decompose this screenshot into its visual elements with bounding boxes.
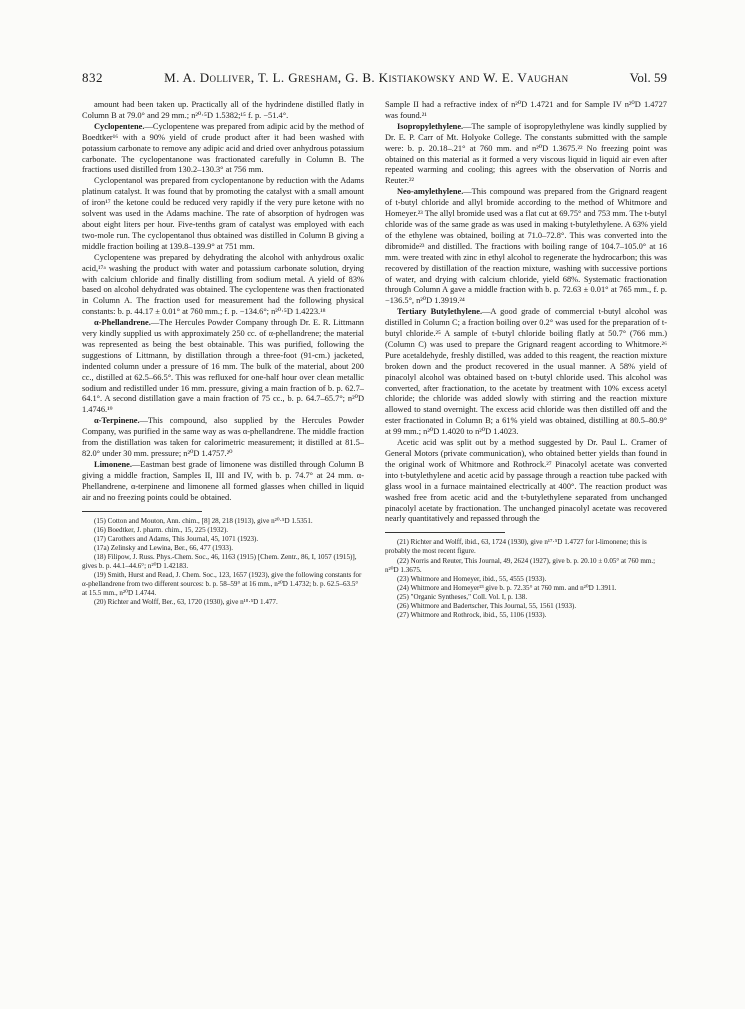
paragraph — [82, 318, 364, 416]
paragraph-text: Sample II had a refractive index of n²⁰D 1.4721 and for Sample IV n²⁰D 1.4727 was found.²¹ — [385, 100, 667, 120]
footnote: (17) Carothers and Adams, This Journal, 45, 1071 (1923). — [94, 534, 259, 543]
footnote: (15) Cotton and Mouton, Ann. chim., [8] 28, 218 (1913), give n²⁰·⁵D 1.5351. — [94, 516, 313, 525]
paragraph-text: —This compound, also supplied by the Hercules Powder Company, was purified in the same way as was α-phellandrene. The middle fraction from the distillation was taken for calorimetric measurement; it distilled at 81.5–82.0° under 30 mm. pressure; n²⁰D 1.4757.²⁰ — [82, 416, 364, 458]
footnote: (20) Richter and Wolff, Ber., 63, 1720 (1930), give n¹⁸·⁵D 1.477. — [94, 598, 278, 607]
right-column-body — [385, 100, 667, 525]
left-footnotes — [82, 517, 364, 608]
footnote: (23) Whitmore and Homeyer, ibid., 55, 4555 (1933). — [397, 574, 547, 583]
paragraph — [82, 416, 364, 460]
left-column-body — [82, 100, 364, 504]
footnote: (18) Filipow, J. Russ. Phys.-Chem. Soc., 46, 1163 (1915) [Chem. Zentr., 86, I, 1057 (1915)], gives b. p. 44.1–44.6°; n²⁰D 1.42183. — [82, 552, 357, 570]
section-heading: Limonene. — [94, 459, 132, 469]
paragraph-text: Cyclopentene was prepared by dehydrating the alcohol with anhydrous oxalic acid,¹⁷ᵃ washing the product with water and potassium carbonate solution, drying with calcium chloride and finally distilling from sodium metal. A yield of 83% based on alcohol dehydrated was obtained. The cyclopentene was then fractionated in Column A. The fraction used for measurement had the following physical constants: b. p. 44.17 ± 0.01° at 760 mm.; f. p. −134.6°; n²⁰·⁵D 1.4223.¹⁸ — [82, 252, 364, 317]
paragraph-text: amount had been taken up. Practically all of the hydrindene distilled flatly in Column B at 79.0° and 29 mm.; n²⁰·⁵D 1.5382;¹⁵ f. p. −51.4°. — [82, 100, 364, 120]
footnote-rule — [385, 532, 505, 533]
paragraph-text: Acetic acid was split out by a method suggested by Dr. Paul L. Cramer of General Motors (private communication), who obtained better yields than found in the original work of Whitmore and Rothrock.²⁷ Pinacolyl acetate was converted into t-butylethylene and acetic acid by passage through a reaction tube packed with glass wool in a furnace maintained electrically at 400°. The reaction product was washed free from acetic acid and the t-butylethylene separated from unchanged pinacolyl acetate by fractionation. The unchanged pinacolyl acetate was recovered nearly quantitatively and repassed through the — [385, 438, 667, 524]
paragraph — [82, 100, 364, 122]
paragraph — [82, 122, 364, 177]
section-heading: Cyclopentene. — [94, 121, 145, 131]
footnote: (25) "Organic Syntheses," Coll. Vol. I, p. 138. — [397, 592, 528, 601]
section-heading: Neo-amylethylene. — [397, 187, 464, 197]
page-header — [82, 70, 667, 90]
footnote: (24) Whitmore and Homeyer²³ give b. p. 72.35° at 760 mm. and n²⁰D 1.3911. — [397, 583, 617, 592]
footnote: (26) Whitmore and Badertscher, This Journal, 55, 1561 (1933). — [397, 602, 577, 610]
paragraph — [82, 460, 364, 504]
footnote: (22) Norris and Reuter, This Journal, 49, 2624 (1927), give b. p. 20.10 ± 0.05° at 760 mm.; n²⁰D 1.3675. — [385, 556, 656, 574]
footnote: (21) Richter and Wolff, ibid., 63, 1724 (1930), give n¹⁷·⁵D 1.4727 for l-limonene; this is probably the most recent figure. — [385, 538, 647, 556]
paragraph-text: Cyclopentanol was prepared from cyclopentanone by reduction with the Adams platinum catalyst. It was found that by promoting the catalyst with a small amount of iron¹⁷ the ketone could be reduced very rapidly if the very pure ketone with no solvent was used in the Adams machine. The rate of absorption of hydrogen was about eight liters per hour. Five-tenths gram of catalyst was employed with each two-mole run. The cyclopentanol thus obtained was distilled in Column B giving a middle fraction boiling at 139.8–139.9° at 751 mm. — [82, 176, 364, 251]
paragraph — [82, 253, 364, 318]
paragraph-text: —Cyclopentene was prepared from adipic acid by the method of Boedtker¹⁶ with a 90% yield of crude product after it had been washed with potassium carbonate to remove any adipic acid and dried over anhydrous potassium carbonate. The cyclopentanone was fractionated carefully in Column B. The fractions used distilled from 130.2–130.3° at 756 mm. — [82, 121, 364, 175]
footnote: (17a) Zelinsky and Lewina, Ber., 66, 477 (1933). — [94, 543, 234, 552]
footnote: (19) Smith, Hurst and Read, J. Chem. Soc., 123, 1657 (1923), give the following constants for α-phellandrene from two different sources: b. p. 58–59° at 16 mm., n²⁰D 1.4732; b. p. 62.5–63.5° at 15.5 mm., n²⁰D 1.4744. — [82, 571, 362, 598]
right-footnotes — [385, 538, 667, 620]
footnote-rule — [82, 511, 202, 512]
paragraph-text: —Eastman best grade of limonene was distilled through Column B giving a middle fraction, Samples II, III and IV, with b. p. 74.7° at 24 mm. α-Phellandrene, α-terpinene and limonene all formed glasses when chilled in liquid air and no freezing points could be obtained. — [82, 459, 364, 502]
paragraph — [385, 307, 667, 438]
paragraph — [385, 438, 667, 525]
paragraph — [385, 100, 667, 122]
section-heading: Tertiary Butylethylene. — [397, 307, 483, 317]
left-column — [82, 100, 364, 607]
volume-label: Vol. 59 — [629, 70, 667, 85]
paragraph — [385, 187, 667, 307]
right-column — [385, 100, 667, 620]
paragraph-text: —The Hercules Powder Company through Dr. E. R. Littmann very kindly supplied us with approximately 250 cc. of α-phellandrene; the material was represented as being the best obtainable. This was purified, following the suggestions of Littmann, by distillation through a three-foot (91-cm.) jacketed, indented column under a pressure of 16 mm. The bulk of the material, about 200 cc., distilled at 62.5–66.5°. This was refluxed for one-half hour over clean metallic sodium and redistilled under 16 mm. pressure, giving a main fraction of b. p. 62.7–64.1°. A second distillation gave a main fraction of 75 cc., b. p. 64.7–65.7°; n²⁰D 1.4746.¹⁹ — [82, 318, 364, 415]
paragraph-text: —The sample of isopropylethylene was kindly supplied by Dr. E. P. Carr of Mt. Holyoke College. The constants submitted with the sample were: b. p. 20.18–.21° at 760 mm. and n²⁰D 1.3675.²² No freezing point was obtained on this material as it formed a very viscous liquid in liquid air even after repeated warming and cooling; this agrees with the observation of Norris and Reuter.²² — [385, 121, 667, 186]
footnote: (16) Boedtker, J. pharm. chim., 15, 225 (1932). — [94, 525, 229, 534]
running-authors: M. A. Dolliver, T. L. Gresham, G. B. Kistiakowsky and W. E. Vaughan — [164, 70, 569, 85]
paragraph-text: —This compound was prepared from the Grignard reagent of t-butyl chloride and allyl bromide according to the method of Whitmore and Homeyer.²³ The allyl bromide used was a flat cut at 69.75° and 753 mm. The t-butyl chloride was of the same grade as was used in making t-butylethylene. A 63% yield of the ethylene was obtained, boiling at 71.0–72.8°. This was converted into the dibromide²³ and distilled. The fractions with boiling range of 104.7–105.0° at 16 mm. were treated with zinc in ethyl alcohol to regenerate the hydrocarbon; this was recovered by distillation of the reaction mixture, washing with successive portions of water, and drying with calcium chloride, yield 68%. Systematic fractionation through Column A gave a middle fraction with b. p. 72.63 ± 0.01° at 765 mm., f. p. −136.5°, n²⁰D 1.3919.²⁴ — [385, 187, 667, 306]
paragraph-text: —A good grade of commercial t-butyl alcohol was distilled in Column C; a fraction boiling over 0.2° was used for the preparation of t-butyl chloride.²⁵ A sample of t-butyl chloride boiling flatly at 50.7° (766 mm.) (Column C) was used to prepare the Grignard reagent according to Whitmore.²⁶ Pure acetaldehyde, freshly distilled, was added to this reagent, the reaction mixture broken down and the product recovered in the usual manner. A 58% yield of pinacolyl alcohol was obtained based on t-butyl chloride used. This alcohol was converted, after fractionation, to the acetate by treatment with 10% excess acetyl chloride; the chloride was added slowly with stirring and the reaction mixture allowed to stand overnight. The excess acid chloride was then distilled off and the ester fractionated in Column B; a 61% yield was obtained, distilling at 80.5–80.9° at 99 mm.; n²⁰D 1.4020 to n²⁰D 1.4023. — [385, 307, 668, 437]
paragraph — [82, 176, 364, 252]
section-heading: α-Terpinene. — [94, 416, 140, 426]
section-heading: Isopropylethylene. — [397, 121, 464, 131]
footnote: (27) Whitmore and Rothrock, ibid., 55, 1106 (1933). — [397, 611, 547, 620]
paragraph — [385, 122, 667, 187]
section-heading: α-Phellandrene. — [94, 318, 151, 328]
page-number: 832 — [82, 70, 103, 85]
